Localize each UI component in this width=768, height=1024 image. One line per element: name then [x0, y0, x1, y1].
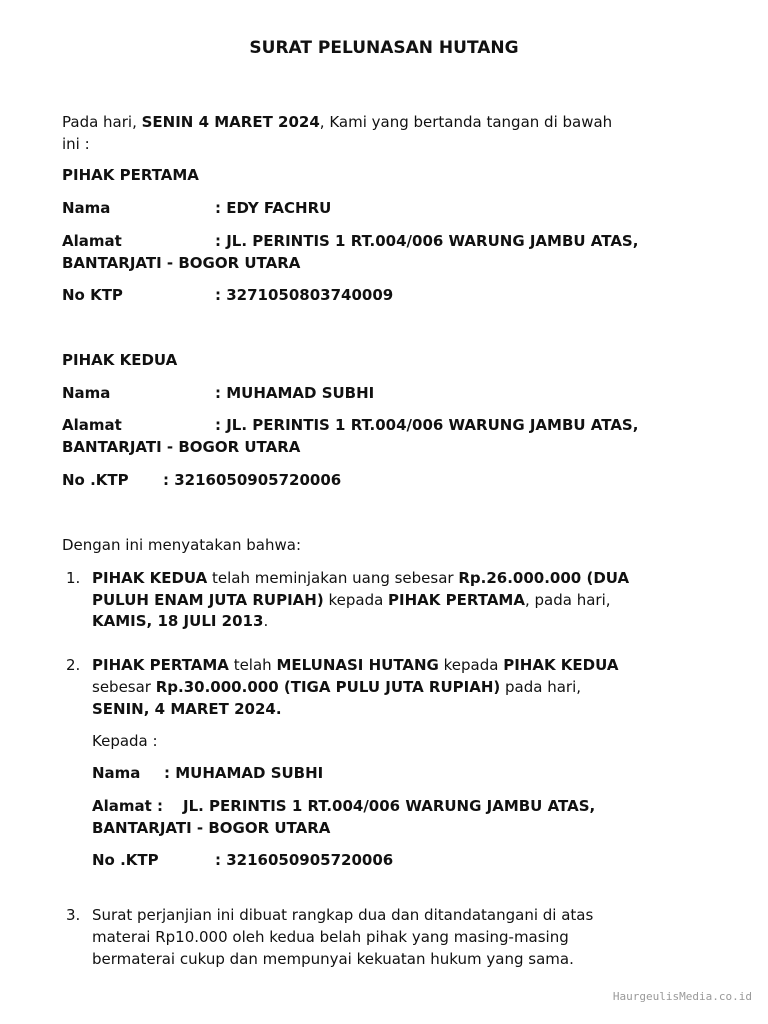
pk-alamat-label: Alamat — [62, 416, 122, 434]
pp-alamat-value-1: : JL. PERINTIS 1 RT.004/006 WARUNG JAMBU ATAS, — [215, 232, 639, 250]
item-2-pihak-pertama: PIHAK PERTAMA — [92, 656, 229, 674]
pk-ktp-label: No .KTP — [62, 471, 129, 489]
pk-alamat-value-2: BANTARJATI - BOGOR UTARA — [62, 438, 301, 456]
item-2-amount: Rp.30.000.000 (TIGA PULU JUTA RUPIAH) — [155, 678, 501, 696]
item-1-period: . — [263, 612, 269, 630]
item-2-text-b: kepada — [438, 656, 504, 674]
pk-nama-label: Nama — [62, 384, 111, 402]
item-2-ktp-label: No .KTP — [92, 851, 159, 869]
pp-nama-label: Nama — [62, 199, 111, 217]
item-1-text-c: , pada hari, — [524, 591, 611, 609]
item-1-line-3 — [92, 610, 268, 632]
item-3-number: 3. — [66, 906, 81, 924]
item-1-text-a: telah meminjakan uang sebesar — [207, 569, 459, 587]
pp-ktp-label: No KTP — [62, 286, 123, 304]
pp-nama-value: : EDY FACHRU — [215, 199, 332, 217]
watermark: HaurgeulisMedia.co.id — [612, 990, 752, 1003]
item-1-line-2 — [92, 589, 611, 611]
item-1-number: 1. — [66, 569, 81, 587]
item-2-date: SENIN, 4 MARET 2024. — [92, 700, 282, 718]
item-2-text-a: telah — [228, 656, 277, 674]
intro-line-2: ini : — [62, 135, 90, 153]
item-1-amount: Rp.26.000.000 (DUA — [458, 569, 630, 587]
item-1-pihak-kedua: PIHAK KEDUA — [92, 569, 208, 587]
pp-ktp-value: : 3271050803740009 — [215, 286, 394, 304]
item-1-text-b: kepada — [323, 591, 389, 609]
item-1-line-1 — [92, 567, 629, 589]
item-2-alamat-value-1: JL. PERINTIS 1 RT.004/006 WARUNG JAMBU ATAS, — [183, 797, 596, 815]
item-2-alamat-value-2: BANTARJATI - BOGOR UTARA — [92, 819, 331, 837]
item-1-pihak-pertama: PIHAK PERTAMA — [388, 591, 525, 609]
intro-line-1 — [62, 111, 612, 133]
item-2-line-1 — [92, 654, 618, 676]
item-1-date: KAMIS, 18 JULI 2013 — [92, 612, 264, 630]
item-3-line-2: materai Rp10.000 oleh kedua belah pihak yang masing-masing — [92, 928, 569, 946]
pk-ktp-value: : 3216050905720006 — [163, 471, 342, 489]
document-title: SURAT PELUNASAN HUTANG — [249, 38, 519, 58]
item-2-text-d: pada hari, — [500, 678, 582, 696]
pihak-kedua-heading: PIHAK KEDUA — [62, 351, 178, 369]
pihak-pertama-heading: PIHAK PERTAMA — [62, 166, 199, 184]
intro-pre: Pada hari, — [62, 113, 142, 131]
pp-alamat-value-2: BANTARJATI - BOGOR UTARA — [62, 254, 301, 272]
item-3-line-3: bermaterai cukup dan mempunyai kekuatan hukum yang sama. — [92, 950, 574, 968]
intro-date: SENIN 4 MARET 2024 — [141, 113, 320, 131]
statement-intro: Dengan ini menyatakan bahwa: — [62, 536, 301, 554]
item-2-line-2 — [92, 676, 581, 698]
item-2-text-c: sebesar — [92, 678, 156, 696]
item-2-kepada: Kepada : — [92, 732, 158, 750]
item-2-melunasi: MELUNASI HUTANG — [276, 656, 439, 674]
item-2-nama-label: Nama — [92, 764, 141, 782]
item-2-ktp-value: : 3216050905720006 — [215, 851, 394, 869]
item-2-pihak-kedua: PIHAK KEDUA — [503, 656, 619, 674]
pp-alamat-label: Alamat — [62, 232, 122, 250]
pk-nama-value: : MUHAMAD SUBHI — [215, 384, 375, 402]
item-3-line-1: Surat perjanjian ini dibuat rangkap dua dan ditandatangani di atas — [92, 906, 594, 924]
pk-alamat-value-1: : JL. PERINTIS 1 RT.004/006 WARUNG JAMBU ATAS, — [215, 416, 639, 434]
item-2-alamat-label: Alamat : — [92, 797, 164, 815]
intro-post: , Kami yang bertanda tangan di bawah — [319, 113, 613, 131]
item-1-amount-words: PULUH ENAM JUTA RUPIAH) — [92, 591, 324, 609]
item-2-nama-value: : MUHAMAD SUBHI — [164, 764, 324, 782]
item-2-number: 2. — [66, 656, 81, 674]
